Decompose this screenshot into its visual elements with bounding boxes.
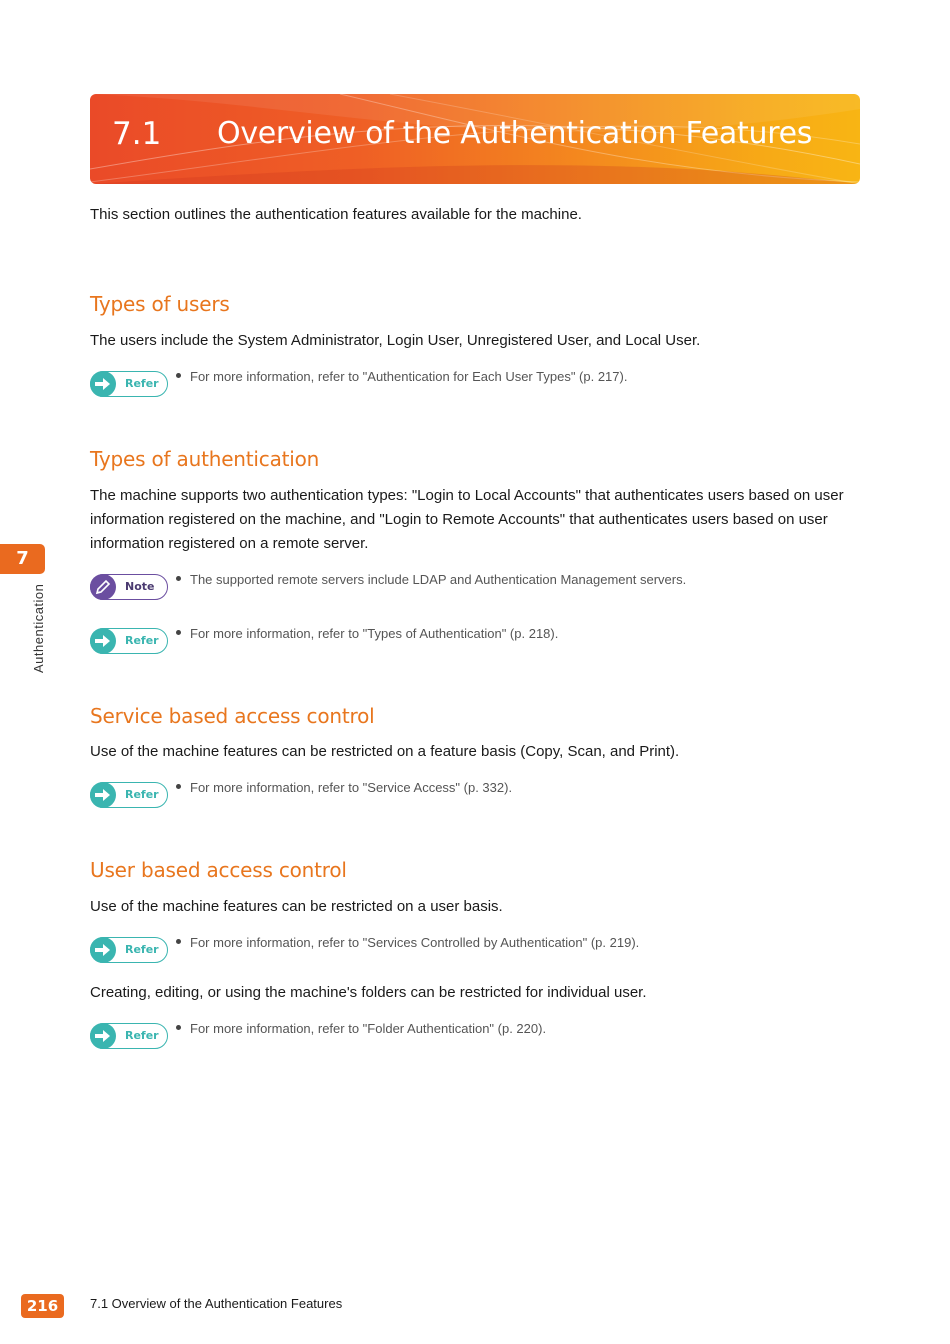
reference-link[interactable]: For more information, refer to "Services Controlled by Authentication" (p. 219). bbox=[190, 935, 640, 950]
intro-text: This section outlines the authentication features available for the machine. bbox=[90, 206, 582, 223]
callout-text bbox=[176, 572, 686, 587]
reference-link[interactable]: For more information, refer to "Folder Authentication" (p. 220). bbox=[190, 1021, 547, 1036]
section-paragraph: Use of the machine features can be restricted on a feature basis (Copy, Scan, and Print). bbox=[90, 743, 680, 760]
badge-label: Refer bbox=[125, 377, 159, 390]
refer-badge bbox=[90, 782, 168, 808]
section-banner bbox=[90, 94, 860, 184]
section-paragraph: Use of the machine features can be restricted on a user basis. bbox=[90, 898, 503, 915]
arrow-right-icon bbox=[90, 371, 116, 397]
reference-link[interactable]: For more information, refer to "Service Access" (p. 332). bbox=[190, 780, 513, 795]
bullet-icon bbox=[176, 939, 181, 944]
chapter-label: Authentication bbox=[31, 583, 46, 673]
bullet-icon bbox=[176, 576, 181, 581]
arrow-right-icon bbox=[90, 782, 116, 808]
refer-badge bbox=[90, 1023, 168, 1049]
note-badge bbox=[90, 574, 168, 600]
arrow-right-icon bbox=[90, 937, 116, 963]
refer-badge bbox=[90, 628, 168, 654]
arrow-right-icon bbox=[90, 628, 116, 654]
bullet-icon bbox=[176, 630, 181, 635]
badge-label: Refer bbox=[125, 943, 159, 956]
section-heading-types-of-authentication: Types of authentication bbox=[90, 447, 320, 471]
section-paragraph: The machine supports two authentication types: "Login to Local Accounts" that authenticates users based on user information registered on the machine, and "Login to Remote Accounts" that authenticates users based on user information registered on a remote server. bbox=[90, 487, 844, 552]
page-title: Overview of the Authentication Features bbox=[217, 116, 813, 151]
bullet-icon bbox=[176, 1025, 181, 1030]
callout-text bbox=[176, 1021, 546, 1036]
bullet-icon bbox=[176, 784, 181, 789]
running-footer: 7.1 Overview of the Authentication Features bbox=[90, 1296, 343, 1311]
refer-badge bbox=[90, 937, 168, 963]
callout-text bbox=[176, 780, 512, 795]
reference-link[interactable]: For more information, refer to "Authentication for Each User Types" (p. 217). bbox=[190, 369, 628, 384]
badge-label: Refer bbox=[125, 1029, 159, 1042]
section-paragraph: Creating, editing, or using the machine's folders can be restricted for individual user. bbox=[90, 984, 647, 1001]
section-heading-service-based-access-control: Service based access control bbox=[90, 704, 375, 728]
callout-text bbox=[176, 369, 627, 384]
section-heading-user-based-access-control: User based access control bbox=[90, 858, 347, 882]
pencil-icon bbox=[90, 574, 116, 600]
arrow-right-icon bbox=[90, 1023, 116, 1049]
chapter-tab[interactable]: 7 bbox=[0, 544, 45, 574]
badge-label: Refer bbox=[125, 788, 159, 801]
section-paragraph: The users include the System Administrator, Login User, Unregistered User, and Local User. bbox=[90, 332, 701, 349]
section-number: 7.1 bbox=[112, 116, 162, 152]
reference-link[interactable]: For more information, refer to "Types of Authentication" (p. 218). bbox=[190, 626, 559, 641]
note-text: The supported remote servers include LDAP and Authentication Management servers. bbox=[190, 572, 687, 587]
callout-text bbox=[176, 935, 639, 950]
badge-label: Note bbox=[125, 580, 155, 593]
bullet-icon bbox=[176, 373, 181, 378]
badge-label: Refer bbox=[125, 634, 159, 647]
callout-text bbox=[176, 626, 558, 641]
refer-badge bbox=[90, 371, 168, 397]
section-heading-types-of-users: Types of users bbox=[90, 292, 230, 316]
page-number: 216 bbox=[21, 1294, 64, 1318]
